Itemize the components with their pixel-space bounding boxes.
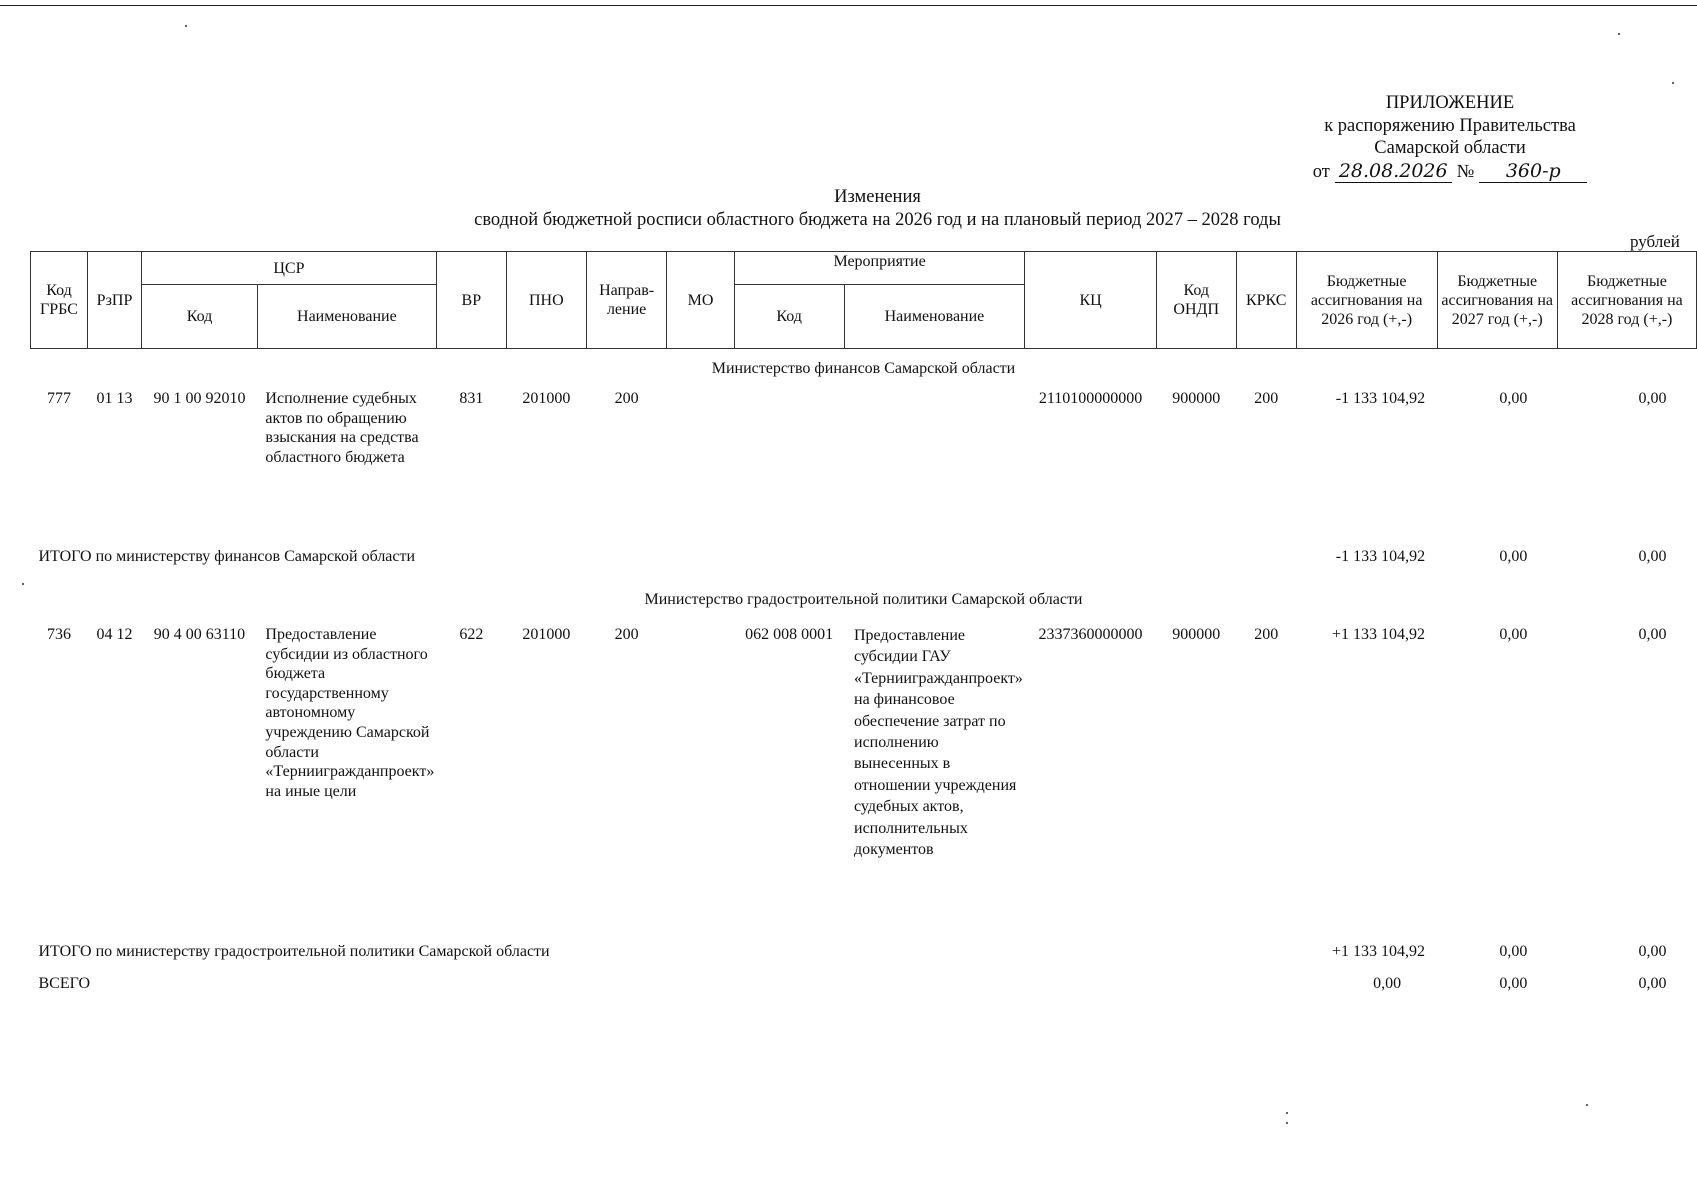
header-grbs: Код ГРБС — [31, 252, 88, 349]
appendix-line-2: Самарской области — [1374, 138, 1526, 158]
header-mo: МО — [667, 252, 734, 349]
section-total-2027: 0,00 — [1499, 548, 1528, 565]
section-heading-row — [31, 575, 1697, 625]
from-label: от — [1312, 161, 1330, 182]
cell-event-name: Предоставление субсидии ГАУ «Терниигражданпроект» на финансовое обеспечение затрат по исполнению вынесенных в отношении учреждения судебных актов, исполнительных документов — [854, 627, 1023, 859]
grand-total-row — [31, 969, 1697, 999]
number-label: № — [1456, 161, 1475, 182]
document-title: Изменения — [834, 187, 921, 207]
cell-kc: 2337360000000 — [1038, 626, 1143, 643]
cell-direction: 200 — [614, 390, 639, 407]
cell-2028: 0,00 — [1638, 390, 1667, 407]
appendix-signature-line — [1300, 160, 1600, 184]
cell-csr-name: Исполнение судебных актов по обращению взыскания на средства областного бюджета — [265, 390, 419, 466]
cell-2026: -1 133 104,92 — [1335, 390, 1426, 407]
cell-mo — [667, 389, 734, 539]
header-ondp: Код ОНДП — [1156, 252, 1236, 349]
section-total-2026: -1 133 104,92 — [1335, 548, 1426, 565]
top-rule — [0, 5, 1697, 6]
grand-total-2027: 0,00 — [1499, 975, 1528, 992]
section-total-2028: 0,00 — [1638, 548, 1667, 565]
cell-rzpr: 01 13 — [96, 390, 133, 407]
cell-2026: +1 133 104,92 — [1332, 626, 1426, 643]
cell-pno: 201000 — [522, 390, 571, 407]
header-2026: Бюджетные ассигнования на 2026 год (+,-) — [1296, 252, 1437, 349]
header-rzpr: РзПР — [87, 252, 141, 349]
cell-direction: 200 — [614, 626, 639, 643]
cell-krks: 200 — [1254, 626, 1279, 643]
header-event-name: Наименование — [844, 285, 1025, 349]
grand-total-2026: 0,00 — [1373, 975, 1402, 992]
scan-speck — [1286, 1122, 1288, 1124]
section-total-2027: 0,00 — [1499, 943, 1528, 960]
section-total-row — [31, 539, 1697, 575]
section-total-2026: +1 133 104,92 — [1332, 943, 1426, 960]
scan-speck — [1586, 1104, 1588, 1106]
section-title: Министерство градостроительной политики Самарской области — [644, 591, 1083, 608]
header-direction: Направ-ление — [586, 252, 667, 349]
cell-grbs: 777 — [46, 390, 71, 407]
table-row — [31, 389, 1697, 539]
section-total-label: ИТОГО по министерству градостроительной политики Самарской области — [38, 943, 550, 960]
cell-krks: 200 — [1254, 390, 1279, 407]
units-label: рублей — [1630, 232, 1680, 251]
header-csr-name: Наименование — [257, 285, 436, 349]
table-header — [31, 252, 1697, 349]
cell-ondp: 900000 — [1172, 626, 1221, 643]
table-row — [31, 625, 1697, 935]
cell-event-name — [844, 389, 1025, 539]
table-body — [31, 349, 1697, 1000]
cell-ondp: 900000 — [1172, 390, 1221, 407]
appendix-title: ПРИЛОЖЕНИЕ — [1385, 93, 1515, 113]
header-krks: КРКС — [1236, 252, 1296, 349]
cell-2027: 0,00 — [1499, 626, 1528, 643]
grand-total-label: ВСЕГО — [38, 975, 91, 992]
cell-vr: 622 — [459, 626, 484, 643]
handwritten-number: 360-р — [1479, 160, 1587, 184]
section-total-2028: 0,00 — [1638, 943, 1667, 960]
cell-2028: 0,00 — [1638, 626, 1667, 643]
section-heading-row — [31, 349, 1697, 390]
header-csr-code: Код — [142, 285, 258, 349]
scan-speck — [1618, 33, 1620, 35]
document-heading — [0, 186, 1697, 232]
handwritten-date: 28.08.2026 — [1335, 160, 1452, 184]
appendix-block — [1300, 92, 1600, 183]
cell-csr-name: Предоставление субсидии из областного бюджета государственному автономному учреждению Самарской области «Терниигражданпроект» на иные цели — [265, 626, 435, 800]
cell-2027: 0,00 — [1499, 390, 1528, 407]
cell-grbs: 736 — [46, 626, 71, 643]
scan-speck — [185, 25, 187, 27]
header-vr: ВР — [436, 252, 506, 349]
scan-speck — [1672, 82, 1674, 84]
cell-csr-code: 90 4 00 63110 — [153, 626, 246, 643]
cell-mo — [667, 625, 734, 935]
cell-rzpr: 04 12 — [96, 626, 133, 643]
budget-table — [30, 251, 1697, 999]
grand-total-2028: 0,00 — [1638, 975, 1667, 992]
cell-csr-code: 90 1 00 92010 — [153, 390, 246, 407]
section-title: Министерство финансов Самарской области — [711, 360, 1016, 377]
header-event: Мероприятие — [734, 252, 1025, 285]
cell-kc: 2110100000000 — [1038, 390, 1143, 407]
section-total-row — [31, 935, 1697, 969]
document-subtitle: сводной бюджетной росписи областного бюджета на 2026 год и на плановый период 2027 – 2028 годы — [474, 210, 1281, 230]
header-2028: Бюджетные ассигнования на 2028 год (+,-) — [1557, 252, 1696, 349]
header-csr: ЦСР — [142, 252, 437, 285]
scan-speck — [1286, 1112, 1288, 1114]
header-kc: КЦ — [1025, 252, 1156, 349]
header-pno: ПНО — [506, 252, 586, 349]
section-total-label: ИТОГО по министерству финансов Самарской области — [38, 548, 416, 565]
scan-speck — [22, 583, 24, 585]
cell-vr: 831 — [459, 390, 484, 407]
header-2027: Бюджетные ассигнования на 2027 год (+,-) — [1437, 252, 1557, 349]
cell-event-code: 062 008 0001 — [745, 626, 834, 643]
cell-pno: 201000 — [522, 626, 571, 643]
header-event-code: Код — [734, 285, 844, 349]
cell-event-code — [734, 389, 844, 539]
appendix-line-1: к распоряжению Правительства — [1324, 115, 1576, 136]
